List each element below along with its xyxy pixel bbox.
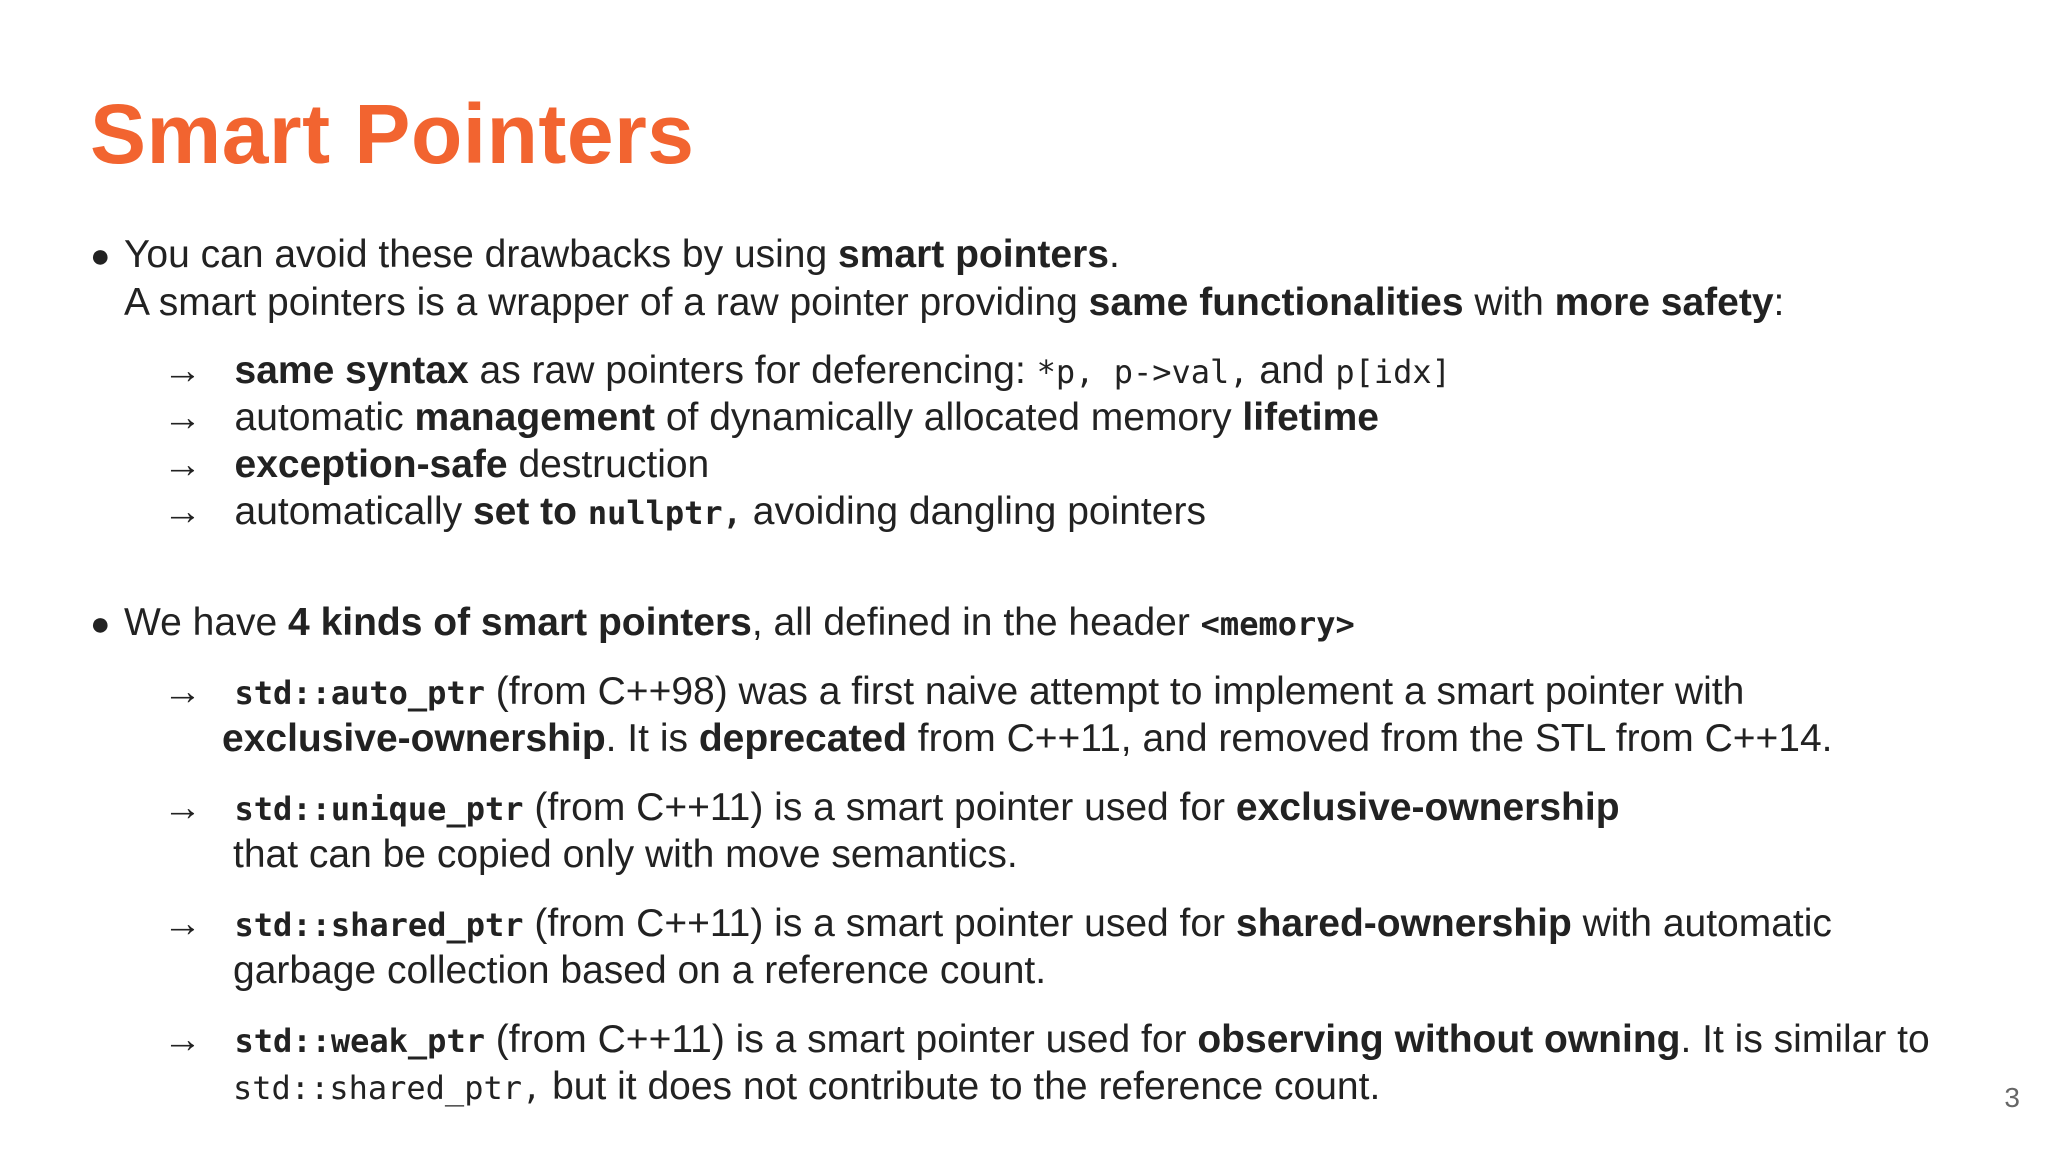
bullet-1-item-1	[163, 348, 1451, 395]
text: that can be copied only with move semantics.	[233, 833, 1018, 876]
code-text: nullptr,	[587, 494, 742, 532]
arrow-icon: →	[163, 670, 202, 713]
bold-text: set to	[472, 490, 588, 533]
arrow-icon: →	[163, 443, 202, 486]
text: automatic	[234, 396, 415, 439]
code-text: std::weak_ptr	[234, 1022, 485, 1060]
code-text: *p, p->val,	[1036, 353, 1249, 391]
text: (from C++11) is a smart pointer used for	[484, 1018, 1198, 1061]
bullet-1-item-4	[163, 489, 1206, 536]
bullet-dot-icon: ●	[90, 605, 111, 643]
text: A smart pointers is a wrapper of a raw pointer providing	[124, 281, 1089, 324]
bullet-dot-icon: ●	[90, 237, 111, 275]
page-number: 3	[2004, 1082, 2020, 1113]
bold-text: smart pointers	[838, 233, 1109, 276]
bullet-2-item-shared-ptr	[163, 901, 1832, 948]
text: (from C++98) was a first naive attempt to implement a smart pointer with	[484, 670, 1745, 713]
text: with automatic	[1571, 902, 1832, 945]
code-text: std::shared_ptr	[234, 906, 524, 944]
text: from C++11, and removed from the STL from C++14.	[906, 717, 1833, 760]
text: :	[1773, 281, 1785, 324]
bold-text: management	[414, 396, 656, 439]
text: destruction	[507, 443, 710, 486]
bold-text: deprecated	[698, 717, 907, 760]
text: We have	[124, 601, 289, 644]
text: and	[1248, 349, 1336, 392]
text: as raw pointers for deferencing:	[468, 349, 1037, 392]
code-text: std::auto_ptr	[234, 674, 485, 712]
bold-text: exclusive-ownership	[222, 717, 606, 760]
text: avoiding dangling pointers	[741, 490, 1206, 533]
text: . It is	[605, 717, 699, 760]
bold-text: lifetime	[1242, 396, 1379, 439]
text: (from C++11) is a smart pointer used for	[523, 786, 1236, 829]
bullet-1-item-3	[163, 442, 709, 489]
bullet-2-item-weak-ptr-line-2	[233, 1064, 1380, 1111]
bold-text: same syntax	[234, 349, 469, 392]
text: of dynamically allocated memory	[655, 396, 1243, 439]
slide-title: Smart Pointers	[90, 87, 695, 181]
code-text: p[idx]	[1335, 353, 1451, 391]
bullet-2-item-weak-ptr	[163, 1017, 1930, 1064]
bold-text: more safety	[1554, 281, 1774, 324]
text: automatically	[234, 490, 473, 533]
bold-text: exception-safe	[234, 443, 508, 486]
bullet-1-line-1	[90, 232, 1120, 279]
bullet-1-item-2	[163, 395, 1379, 442]
bullet-2-item-shared-ptr-line-2	[233, 948, 1046, 995]
text: with	[1463, 281, 1555, 324]
bullet-2-item-auto-ptr-line-2	[222, 716, 1833, 763]
bold-text: observing without owning	[1197, 1018, 1681, 1061]
bullet-2-item-unique-ptr	[163, 785, 1620, 832]
bullet-2-item-unique-ptr-line-2	[233, 832, 1018, 879]
text: You can avoid these drawbacks by using	[124, 233, 839, 276]
text: , all defined in the header	[751, 601, 1201, 644]
bold-text: 4 kinds of smart pointers	[288, 601, 752, 644]
arrow-icon: →	[163, 1018, 202, 1061]
text: . It is similar to	[1680, 1018, 1930, 1061]
text: (from C++11) is a smart pointer used for	[523, 902, 1236, 945]
code-text: std::shared_ptr,	[233, 1069, 542, 1107]
bold-text: shared-ownership	[1235, 902, 1572, 945]
code-text: std::unique_ptr	[234, 790, 524, 828]
text: garbage collection based on a reference count.	[233, 949, 1047, 992]
arrow-icon: →	[163, 902, 202, 945]
bold-text: same functionalities	[1088, 281, 1464, 324]
text: .	[1108, 233, 1120, 276]
arrow-icon: →	[163, 786, 202, 829]
bullet-1-line-2	[124, 280, 1784, 327]
arrow-icon: →	[163, 349, 202, 392]
arrow-icon: →	[163, 396, 202, 439]
bullet-2-line-1	[90, 600, 1355, 647]
bullet-2-item-auto-ptr	[163, 669, 1744, 716]
arrow-icon: →	[163, 490, 202, 533]
text: but it does not contribute to the reference count.	[541, 1065, 1381, 1108]
code-text: <memory>	[1200, 605, 1355, 643]
bold-text: exclusive-ownership	[1235, 786, 1620, 829]
